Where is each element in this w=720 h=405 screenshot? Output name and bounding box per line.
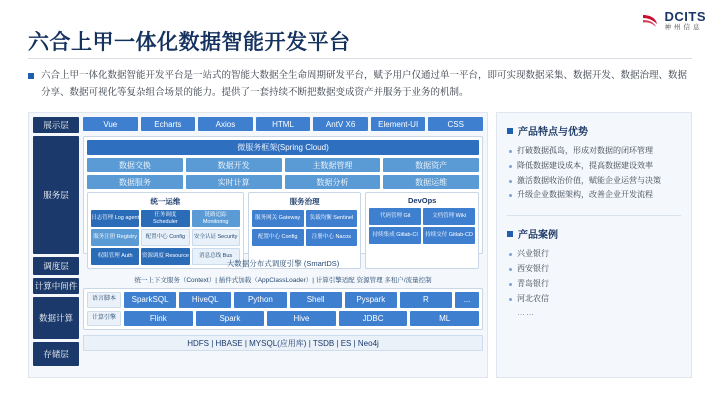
compute-rows bbox=[124, 292, 479, 326]
compute-tags bbox=[87, 292, 121, 326]
features-header bbox=[507, 123, 681, 138]
tech-css: CSS bbox=[428, 117, 483, 131]
tech-antv: AntV X6 bbox=[313, 117, 368, 131]
ops-group-title: 统一运维 bbox=[150, 197, 181, 206]
layer-scheduler: 调度层 bbox=[33, 257, 79, 275]
dcits-logo-icon bbox=[640, 11, 660, 31]
square-bullet-icon bbox=[507, 231, 513, 237]
tech-echarts: Echarts bbox=[141, 117, 196, 131]
square-bullet-icon bbox=[507, 128, 513, 134]
brand-name-en: DCITS bbox=[664, 9, 706, 24]
scheduler-band: 大数据分布式调度引擎 (SmartDS) bbox=[226, 259, 340, 268]
script-more: ... bbox=[455, 292, 479, 308]
ops-item: 链路追踪 Monitoring bbox=[192, 210, 240, 227]
list-item: 激活数据收治价值，赋能企业运营与决策 bbox=[509, 174, 681, 189]
engine-row bbox=[124, 311, 479, 327]
brand-logo bbox=[640, 10, 707, 32]
features-title: 产品特点与优势 bbox=[518, 127, 588, 138]
compute-box bbox=[83, 288, 483, 330]
devops-group bbox=[365, 192, 479, 269]
script-pyspark: Pyspark bbox=[345, 292, 397, 308]
ops-group bbox=[87, 192, 244, 269]
gov-item: 注册中心 Nacos bbox=[306, 229, 358, 246]
framework-band: 微服务框架(Spring Cloud) bbox=[87, 140, 479, 155]
cases-header bbox=[507, 226, 681, 241]
cases-list bbox=[509, 247, 681, 306]
layer-compute: 数据计算 bbox=[33, 297, 79, 339]
storage-band: HDFS | HBASE | MYSQL(应用库) | TSDB | ES | Neo4j bbox=[83, 335, 483, 351]
module-master-data: 主数据管理 bbox=[285, 158, 381, 172]
service-governance-items bbox=[252, 210, 358, 246]
script-sparksql: SparkSQL bbox=[124, 292, 176, 308]
layer-middleware: 计算中间件 bbox=[33, 278, 79, 294]
ops-item: 权限管理 Auth bbox=[91, 248, 139, 265]
service-governance-title: 服务治理 bbox=[289, 197, 320, 206]
architecture-panel bbox=[28, 112, 488, 378]
engine-ml: ML bbox=[410, 311, 479, 327]
tech-vue: Vue bbox=[83, 117, 138, 131]
service-layer-box bbox=[83, 136, 483, 260]
devops-item: 持续集成 Gitlab-CI bbox=[369, 227, 421, 244]
middleware-band: 统一上下文服务（Context）| 插件式加载（AppClassLoader）| 计算引擎适配 资源管理 多租户/流量控制 bbox=[134, 277, 432, 284]
gov-item: 配置中心 Config bbox=[252, 229, 304, 246]
features-list bbox=[509, 144, 681, 203]
title-divider bbox=[28, 58, 692, 59]
module-realtime-compute: 实时计算 bbox=[186, 175, 282, 189]
list-item: 打破数据孤岛，形成对数据的闭环管理 bbox=[509, 144, 681, 159]
module-data-dev: 数据开发 bbox=[186, 158, 282, 172]
module-data-analysis: 数据分析 bbox=[285, 175, 381, 189]
list-item: 西安银行 bbox=[509, 262, 681, 277]
layer-storage: 存储层 bbox=[33, 342, 79, 366]
compute-wrap bbox=[87, 292, 479, 326]
list-item: 升级企业数据架构，改善企业开发流程 bbox=[509, 188, 681, 203]
ops-item: 任务调度 Scheduler bbox=[141, 210, 189, 227]
devops-group-title: DevOps bbox=[408, 196, 437, 205]
sidebar-divider bbox=[507, 215, 681, 216]
bullet-icon bbox=[28, 73, 34, 79]
brand-text bbox=[665, 10, 707, 32]
tech-html: HTML bbox=[256, 117, 311, 131]
gov-item: 服务网关 Gateway bbox=[252, 210, 304, 227]
tech-elementui: Element-UI bbox=[371, 117, 426, 131]
module-data-ops: 数据运维 bbox=[383, 175, 479, 189]
list-item: 青岛银行 bbox=[509, 277, 681, 292]
service-modules-row-2 bbox=[87, 175, 479, 189]
intro-text: 六合上甲一体化数据智能开发平台是一站式的智能大数据全生命周期研发平台，赋予用户仅通过单一平台，即可实现数据采集、数据开发、数据治理、数据分享、数据可视化等复杂组合场景的能力。提供了一套持续不断把数据变成资产并服务于业务的机制。 bbox=[41, 70, 688, 98]
intro-block bbox=[28, 68, 692, 101]
engine-hive: Hive bbox=[267, 311, 336, 327]
architecture-content bbox=[83, 117, 483, 351]
script-hiveql: HiveQL bbox=[179, 292, 231, 308]
module-data-service: 数据服务 bbox=[87, 175, 183, 189]
compute-tag-script: 语言脚本 bbox=[87, 292, 121, 308]
ops-item: 配置中心 Config bbox=[141, 229, 189, 246]
script-python: Python bbox=[234, 292, 286, 308]
list-item: 降低数据建设成本，提高数据建设效率 bbox=[509, 159, 681, 174]
module-data-asset: 数据资产 bbox=[383, 158, 479, 172]
script-r: R bbox=[400, 292, 452, 308]
brand-name-cn: 神州信息 bbox=[664, 24, 703, 31]
ops-item: 安全认证 Security bbox=[192, 229, 240, 246]
tech-axios: Axios bbox=[198, 117, 253, 131]
layer-presentation: 展示层 bbox=[33, 117, 79, 133]
compute-tag-engine: 计算引擎 bbox=[87, 311, 121, 327]
devops-item: 持续交付 Gitlab-CD bbox=[423, 227, 475, 244]
engine-jdbc: JDBC bbox=[339, 311, 408, 327]
ops-item: 服务注册 Registry bbox=[91, 229, 139, 246]
engine-spark: Spark bbox=[196, 311, 265, 327]
gov-item: 负载均衡 Sentinel bbox=[306, 210, 358, 227]
service-modules-row-1 bbox=[87, 158, 479, 172]
layer-column bbox=[33, 117, 79, 369]
ops-item: 资源调度 Resource bbox=[141, 248, 189, 265]
module-data-exchange: 数据交换 bbox=[87, 158, 183, 172]
list-item: 兴业银行 bbox=[509, 247, 681, 262]
page-title: 六合上甲一体化数据智能开发平台 bbox=[28, 31, 351, 54]
cases-title: 产品案例 bbox=[518, 230, 558, 242]
script-shell: Shell bbox=[290, 292, 342, 308]
ops-group-items bbox=[91, 210, 240, 265]
presentation-row bbox=[83, 117, 483, 133]
ops-item: 日志管理 Log agent bbox=[91, 210, 139, 227]
script-row bbox=[124, 292, 479, 308]
layer-service: 服务层 bbox=[33, 136, 79, 254]
devops-item: 文档管理 Wiki bbox=[423, 208, 475, 225]
ops-item: 消息总线 Bus bbox=[192, 248, 240, 265]
engine-flink: Flink bbox=[124, 311, 193, 327]
cases-more: …… bbox=[517, 308, 535, 318]
devops-item: 代码管理 Git bbox=[369, 208, 421, 225]
devops-items bbox=[369, 208, 475, 244]
list-item: 河北农信 bbox=[509, 292, 681, 307]
sidebar-panel bbox=[496, 112, 692, 378]
